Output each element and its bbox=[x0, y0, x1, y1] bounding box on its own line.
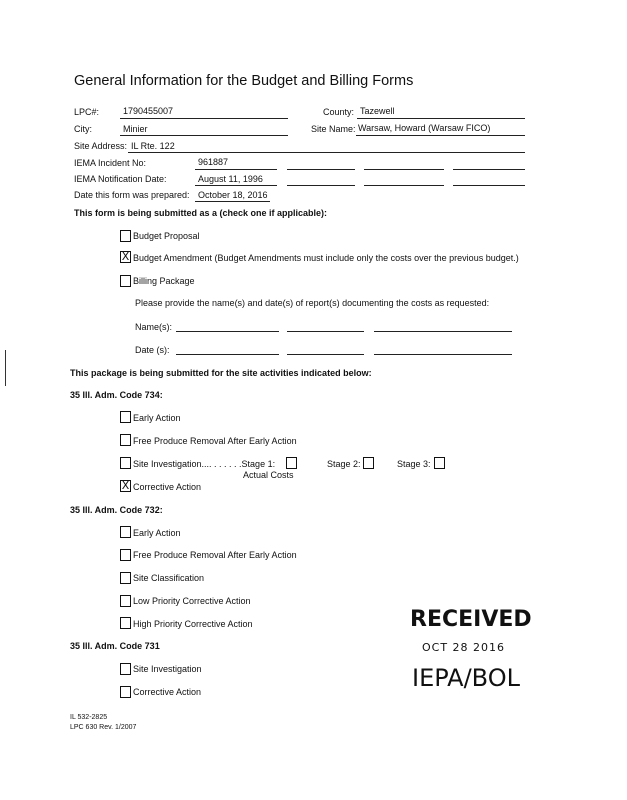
code734-stage3-checkbox[interactable] bbox=[434, 457, 445, 469]
site-name-label: Site Name: bbox=[311, 124, 356, 134]
code734-stage3-label: Stage 3: bbox=[397, 459, 431, 469]
iema-date-underline bbox=[195, 185, 277, 186]
site-address-label: Site Address: bbox=[74, 141, 128, 151]
city-value[interactable]: Minier bbox=[123, 124, 148, 134]
code732-high-priority-checkbox[interactable] bbox=[120, 617, 131, 629]
code734-corrective-action-checkbox[interactable]: X bbox=[121, 479, 130, 492]
dates-line-2[interactable] bbox=[287, 354, 364, 355]
names-line-1[interactable] bbox=[176, 331, 279, 332]
code732-site-classification-label: Site Classification bbox=[133, 573, 205, 583]
code731-site-investigation-checkbox[interactable] bbox=[120, 663, 131, 675]
code732-label: 35 Ill. Adm. Code 732: bbox=[70, 505, 163, 515]
iema-incident-label: IEMA Incident No: bbox=[74, 158, 147, 168]
code734-free-product-label: Free Produce Removal After Early Action bbox=[133, 436, 297, 446]
scan-margin-mark bbox=[5, 350, 6, 386]
site-name-value[interactable]: Warsaw, Howard (Warsaw FICO) bbox=[358, 123, 491, 133]
prepared-value[interactable]: October 18, 2016 bbox=[198, 190, 268, 200]
city-underline bbox=[120, 135, 288, 136]
dates-label: Date (s): bbox=[135, 345, 170, 355]
code732-early-action-checkbox[interactable] bbox=[120, 526, 131, 538]
iema-incident-underline bbox=[195, 169, 277, 170]
stamp-date: OCT 28 2016 bbox=[422, 641, 506, 654]
form-title: General Information for the Budget and Billing Forms bbox=[74, 73, 414, 89]
iema-date-underline-4 bbox=[453, 185, 525, 186]
activities-heading: This package is being submitted for the site activities indicated below: bbox=[70, 368, 372, 378]
city-label: City: bbox=[74, 124, 92, 134]
county-underline bbox=[357, 118, 525, 119]
billing-package-label: Billing Package bbox=[133, 276, 195, 286]
reports-instruction: Please provide the name(s) and date(s) of report(s) documenting the costs as requested: bbox=[135, 298, 490, 308]
code732-low-priority-checkbox[interactable] bbox=[120, 595, 131, 607]
code731-corrective-action-label: Corrective Action bbox=[133, 687, 202, 697]
iema-incident-value[interactable]: 961887 bbox=[198, 157, 229, 167]
code732-low-priority-label: Low Priority Corrective Action bbox=[133, 596, 251, 606]
budget-amendment-checkbox[interactable]: X bbox=[121, 250, 130, 263]
iema-incident-underline-2 bbox=[287, 169, 355, 170]
stamp-received: RECEIVED bbox=[410, 607, 532, 632]
budget-proposal-checkbox[interactable] bbox=[120, 230, 131, 242]
county-label: County: bbox=[323, 107, 355, 117]
code732-free-product-label: Free Produce Removal After Early Action bbox=[133, 550, 297, 560]
iema-date-value[interactable]: August 11, 1996 bbox=[198, 174, 263, 184]
prepared-underline bbox=[195, 201, 270, 202]
budget-amendment-label: Budget Amendment (Budget Amendments must include only the costs over the previous budget.) bbox=[133, 253, 519, 263]
dates-line-3[interactable] bbox=[374, 354, 512, 355]
names-label: Name(s): bbox=[135, 322, 173, 332]
iema-incident-underline-4 bbox=[453, 169, 525, 170]
names-line-3[interactable] bbox=[374, 331, 512, 332]
code734-free-product-checkbox[interactable] bbox=[120, 434, 131, 446]
code731-site-investigation-label: Site Investigation bbox=[133, 664, 202, 674]
code734-site-investigation-label: Site Investigation.... . . . . . .Stage 1: bbox=[133, 459, 276, 469]
code734-stage1-checkbox[interactable] bbox=[286, 457, 297, 469]
footer-line1: IL 532-2825 bbox=[70, 714, 108, 721]
lpc-value[interactable]: 1790455007 bbox=[123, 106, 174, 116]
code734-actual-costs-label: Actual Costs bbox=[243, 470, 294, 480]
site-name-underline bbox=[356, 135, 525, 136]
county-value[interactable]: Tazewell bbox=[360, 106, 395, 116]
dates-line-1[interactable] bbox=[176, 354, 279, 355]
code734-site-investigation-checkbox[interactable] bbox=[120, 457, 131, 469]
iema-date-underline-2 bbox=[287, 185, 355, 186]
code731-corrective-action-checkbox[interactable] bbox=[120, 686, 131, 698]
submitted-as-heading: This form is being submitted as a (check one if applicable): bbox=[74, 208, 328, 218]
code734-stage2-checkbox[interactable] bbox=[363, 457, 374, 469]
code732-site-classification-checkbox[interactable] bbox=[120, 572, 131, 584]
billing-package-checkbox[interactable] bbox=[120, 275, 131, 287]
code734-early-action-checkbox[interactable] bbox=[120, 411, 131, 423]
footer-line2: LPC 630 Rev. 1/2007 bbox=[70, 724, 137, 731]
code731-label: 35 Ill. Adm. Code 731 bbox=[70, 641, 160, 651]
code734-corrective-action-label: Corrective Action bbox=[133, 482, 202, 492]
lpc-label: LPC#: bbox=[74, 107, 100, 117]
code734-early-action-label: Early Action bbox=[133, 413, 181, 423]
budget-proposal-label: Budget Proposal bbox=[133, 231, 200, 241]
prepared-label: Date this form was prepared: bbox=[74, 190, 190, 200]
stamp-org: IEPA/BOL bbox=[412, 664, 520, 692]
code734-stage2-label: Stage 2: bbox=[327, 459, 361, 469]
iema-date-underline-3 bbox=[364, 185, 444, 186]
iema-date-label: IEMA Notification Date: bbox=[74, 174, 167, 184]
code732-early-action-label: Early Action bbox=[133, 528, 181, 538]
site-address-underline bbox=[128, 152, 525, 153]
names-line-2[interactable] bbox=[287, 331, 364, 332]
code732-free-product-checkbox[interactable] bbox=[120, 549, 131, 561]
site-address-value[interactable]: IL Rte. 122 bbox=[131, 141, 175, 151]
iema-incident-underline-3 bbox=[364, 169, 444, 170]
code732-high-priority-label: High Priority Corrective Action bbox=[133, 619, 253, 629]
lpc-underline bbox=[120, 118, 288, 119]
code734-label: 35 Ill. Adm. Code 734: bbox=[70, 390, 163, 400]
